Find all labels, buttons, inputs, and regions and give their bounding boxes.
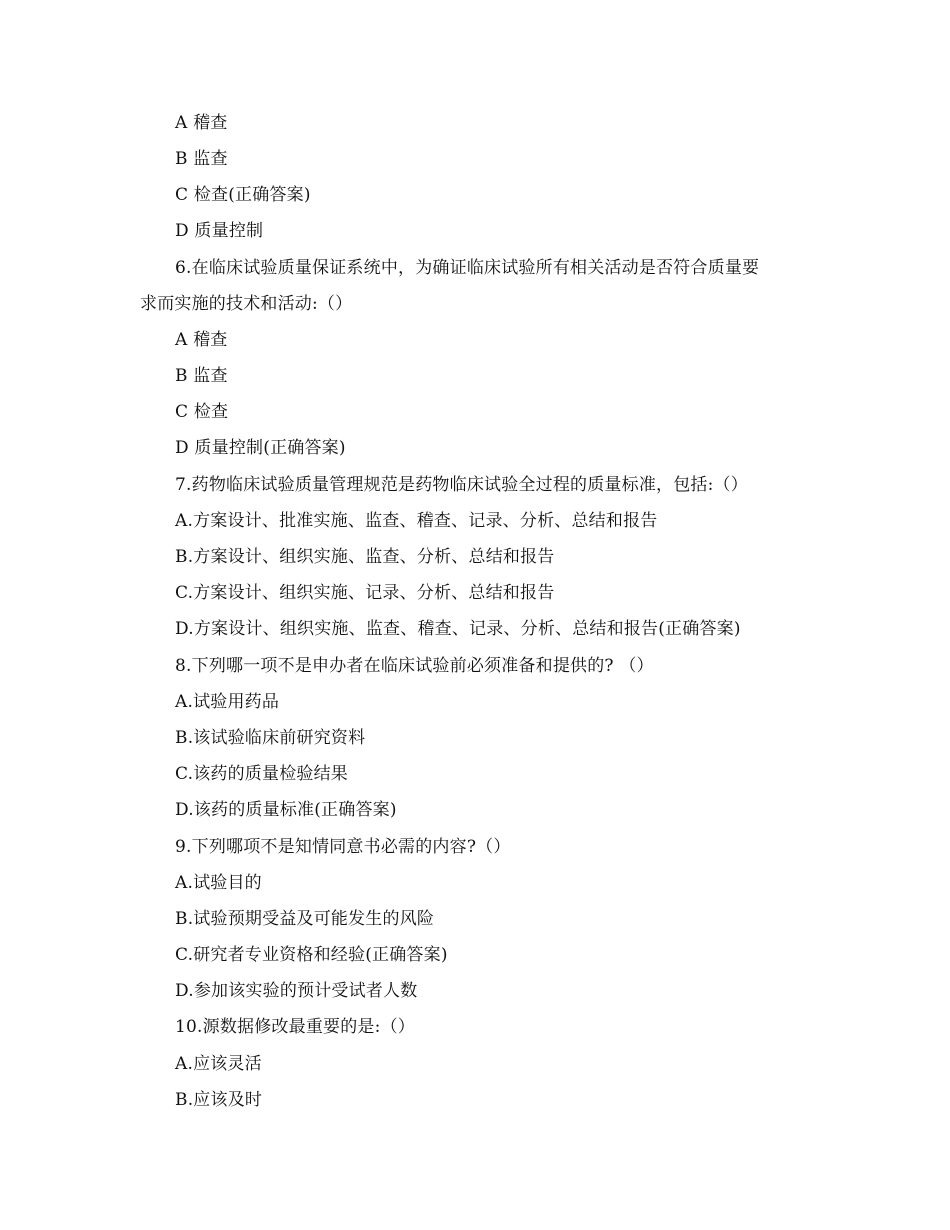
option-line: D.参加该实验的预计受试者人数	[175, 981, 418, 1001]
option-line: A 稽查	[175, 330, 228, 350]
option-line: A.试验用药品	[175, 692, 280, 712]
option-line: B.应该及时	[175, 1090, 263, 1110]
option-line: C 检查(正确答案)	[175, 185, 311, 205]
option-line: B 监查	[175, 149, 228, 169]
option-line: B.该试验临床前研究资料	[175, 728, 366, 748]
option-line: D 质量控制	[175, 221, 264, 241]
option-line: A.试验目的	[175, 873, 262, 893]
option-line: B.试验预期受益及可能发生的风险	[175, 909, 435, 929]
question-line: 10.源数据修改最重要的是:（）	[175, 1017, 415, 1037]
option-line: A 稽查	[175, 113, 228, 133]
option-line: C.研究者专业资格和经验(正确答案)	[175, 945, 448, 965]
question-line: 9.下列哪项不是知情同意书必需的内容?（）	[175, 837, 511, 857]
question-line: 6.在临床试验质量保证系统中，为确证临床试验所有相关活动是否符合质量要	[175, 258, 760, 278]
option-line: D.该药的质量标准(正确答案)	[175, 800, 397, 820]
option-line: C 检查	[175, 402, 229, 422]
question-line: 8.下列哪一项不是申办者在临床试验前必须准备和提供的? （）	[175, 656, 654, 676]
option-line: D 质量控制(正确答案)	[175, 438, 346, 458]
option-line: A.应该灵活	[175, 1054, 262, 1074]
question-line-continued: 求而实施的技术和活动:（）	[140, 294, 353, 314]
option-line: D.方案设计、组织实施、监查、稽查、记录、分析、总结和报告(正确答案)	[175, 619, 741, 639]
option-line: C.方案设计、组织实施、记录、分析、总结和报告	[175, 583, 555, 603]
option-line: A.方案设计、批准实施、监查、稽查、记录、分析、总结和报告	[175, 511, 658, 531]
option-line: B 监查	[175, 366, 228, 386]
option-line: B.方案设计、组织实施、监查、分析、总结和报告	[175, 547, 555, 567]
option-line: C.该药的质量检验结果	[175, 764, 349, 784]
question-line: 7.药物临床试验质量管理规范是药物临床试验全过程的质量标准，包括:（）	[175, 475, 748, 495]
